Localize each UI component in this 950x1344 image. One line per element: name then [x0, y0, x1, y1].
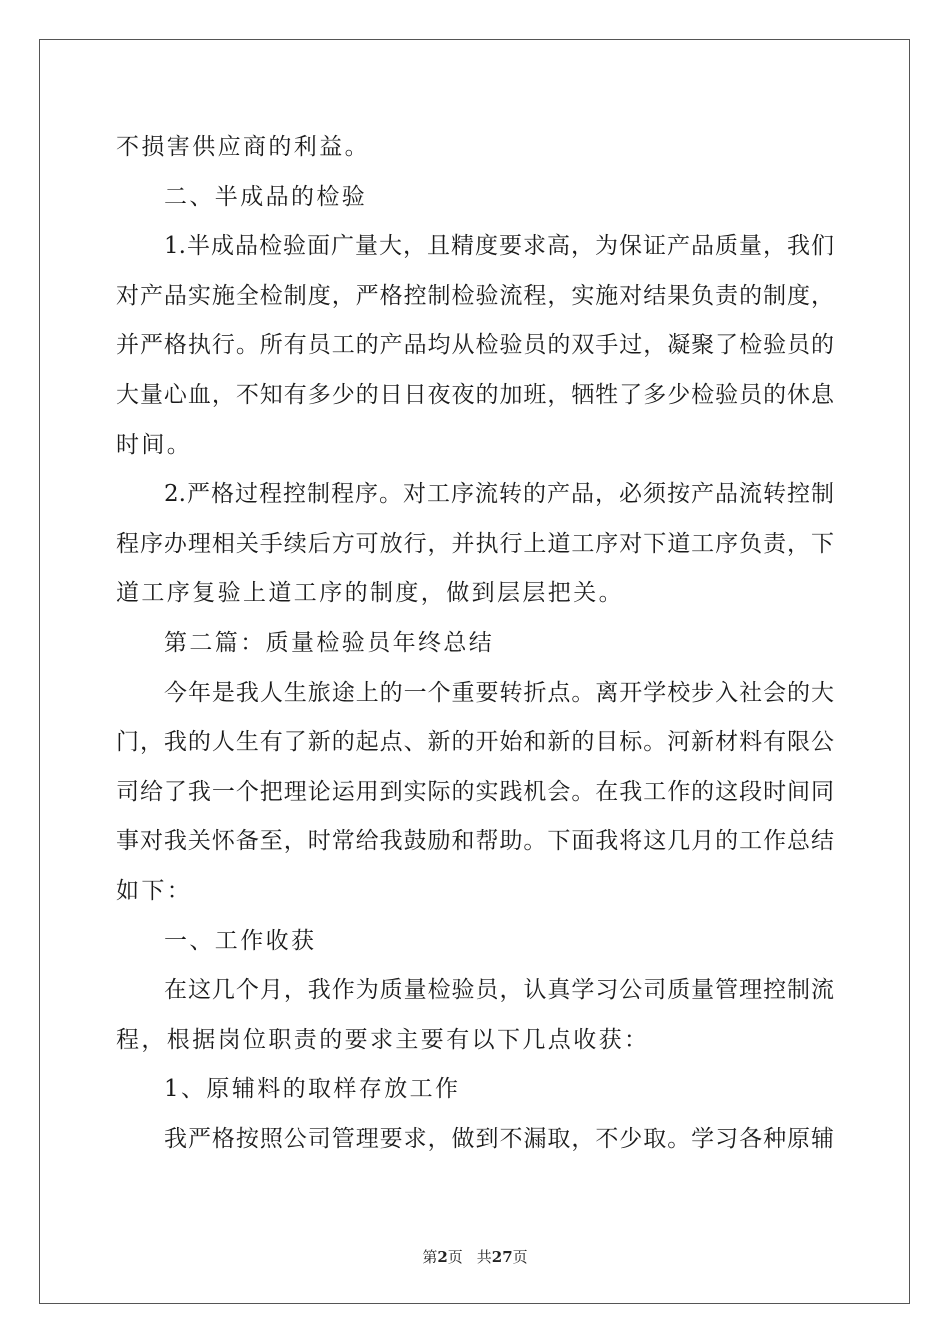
section-heading: 一、工作收获 [164, 927, 317, 954]
paragraph-line: 1.半成品检验面广量大，且精度要求高，为保证产品质量，我们 [164, 233, 834, 260]
paragraph-line: 门，我的人生有了新的起点、新的开始和新的目标。河新材料有限公 [116, 729, 834, 756]
paragraph-line: 今年是我人生旅途上的一个重要转折点。离开学校步入社会的大 [164, 679, 834, 706]
total-suffix: 页 [512, 1248, 528, 1266]
section-heading: 二、半成品的检验 [164, 183, 368, 210]
paragraph-line: 并严格执行。所有员工的产品均从检验员的双手过，凝聚了检验员的 [116, 332, 834, 359]
paragraph-line: 不损害供应商的利益。 [116, 134, 370, 160]
paragraph-line: 我严格按照公司管理要求，做到不漏取，不少取。学习各种原辅 [164, 1125, 834, 1152]
total-prefix: 共 [476, 1248, 492, 1266]
paragraph-line: 对产品实施全检制度，严格控制检验流程，实施对结果负责的制度， [116, 282, 834, 309]
paragraph-line: 程，根据岗位职责的要求主要有以下几点收获： [116, 1026, 650, 1053]
paragraph-line: 在这几个月，我作为质量检验员，认真学习公司质量管理控制流 [164, 977, 834, 1004]
total-pages: 27 [491, 1248, 513, 1266]
page-prefix: 第 [422, 1248, 438, 1266]
chapter-title: 第二篇：质量检验员年终总结 [164, 629, 495, 656]
paragraph-line: 道工序复验上道工序的制度，做到层层把关。 [116, 580, 624, 607]
paragraph-line: 如下： [116, 877, 193, 904]
page-number: 2 [437, 1248, 448, 1266]
paragraph-line: 程序办理相关手续后方可放行，并执行上道工序对下道工序负责，下 [116, 530, 834, 557]
paragraph-line: 事对我关怀备至，时常给我鼓励和帮助。下面我将这几月的工作总结 [116, 828, 834, 855]
paragraph-line: 大量心血，不知有多少的日日夜夜的加班，牺牲了多少检验员的休息 [116, 381, 834, 408]
page-footer [0, 1246, 950, 1267]
page-suffix: 页 [447, 1248, 463, 1266]
subsection-heading: 1、原辅料的取样存放工作 [164, 1076, 461, 1103]
document-body [116, 123, 834, 1164]
paragraph-line: 2.严格过程控制程序。对工序流转的产品，必须按产品流转控制 [164, 481, 834, 508]
paragraph-line: 司给了我一个把理论运用到实际的实践机会。在我工作的这段时间同 [116, 778, 834, 805]
paragraph-line: 时间。 [116, 431, 193, 458]
